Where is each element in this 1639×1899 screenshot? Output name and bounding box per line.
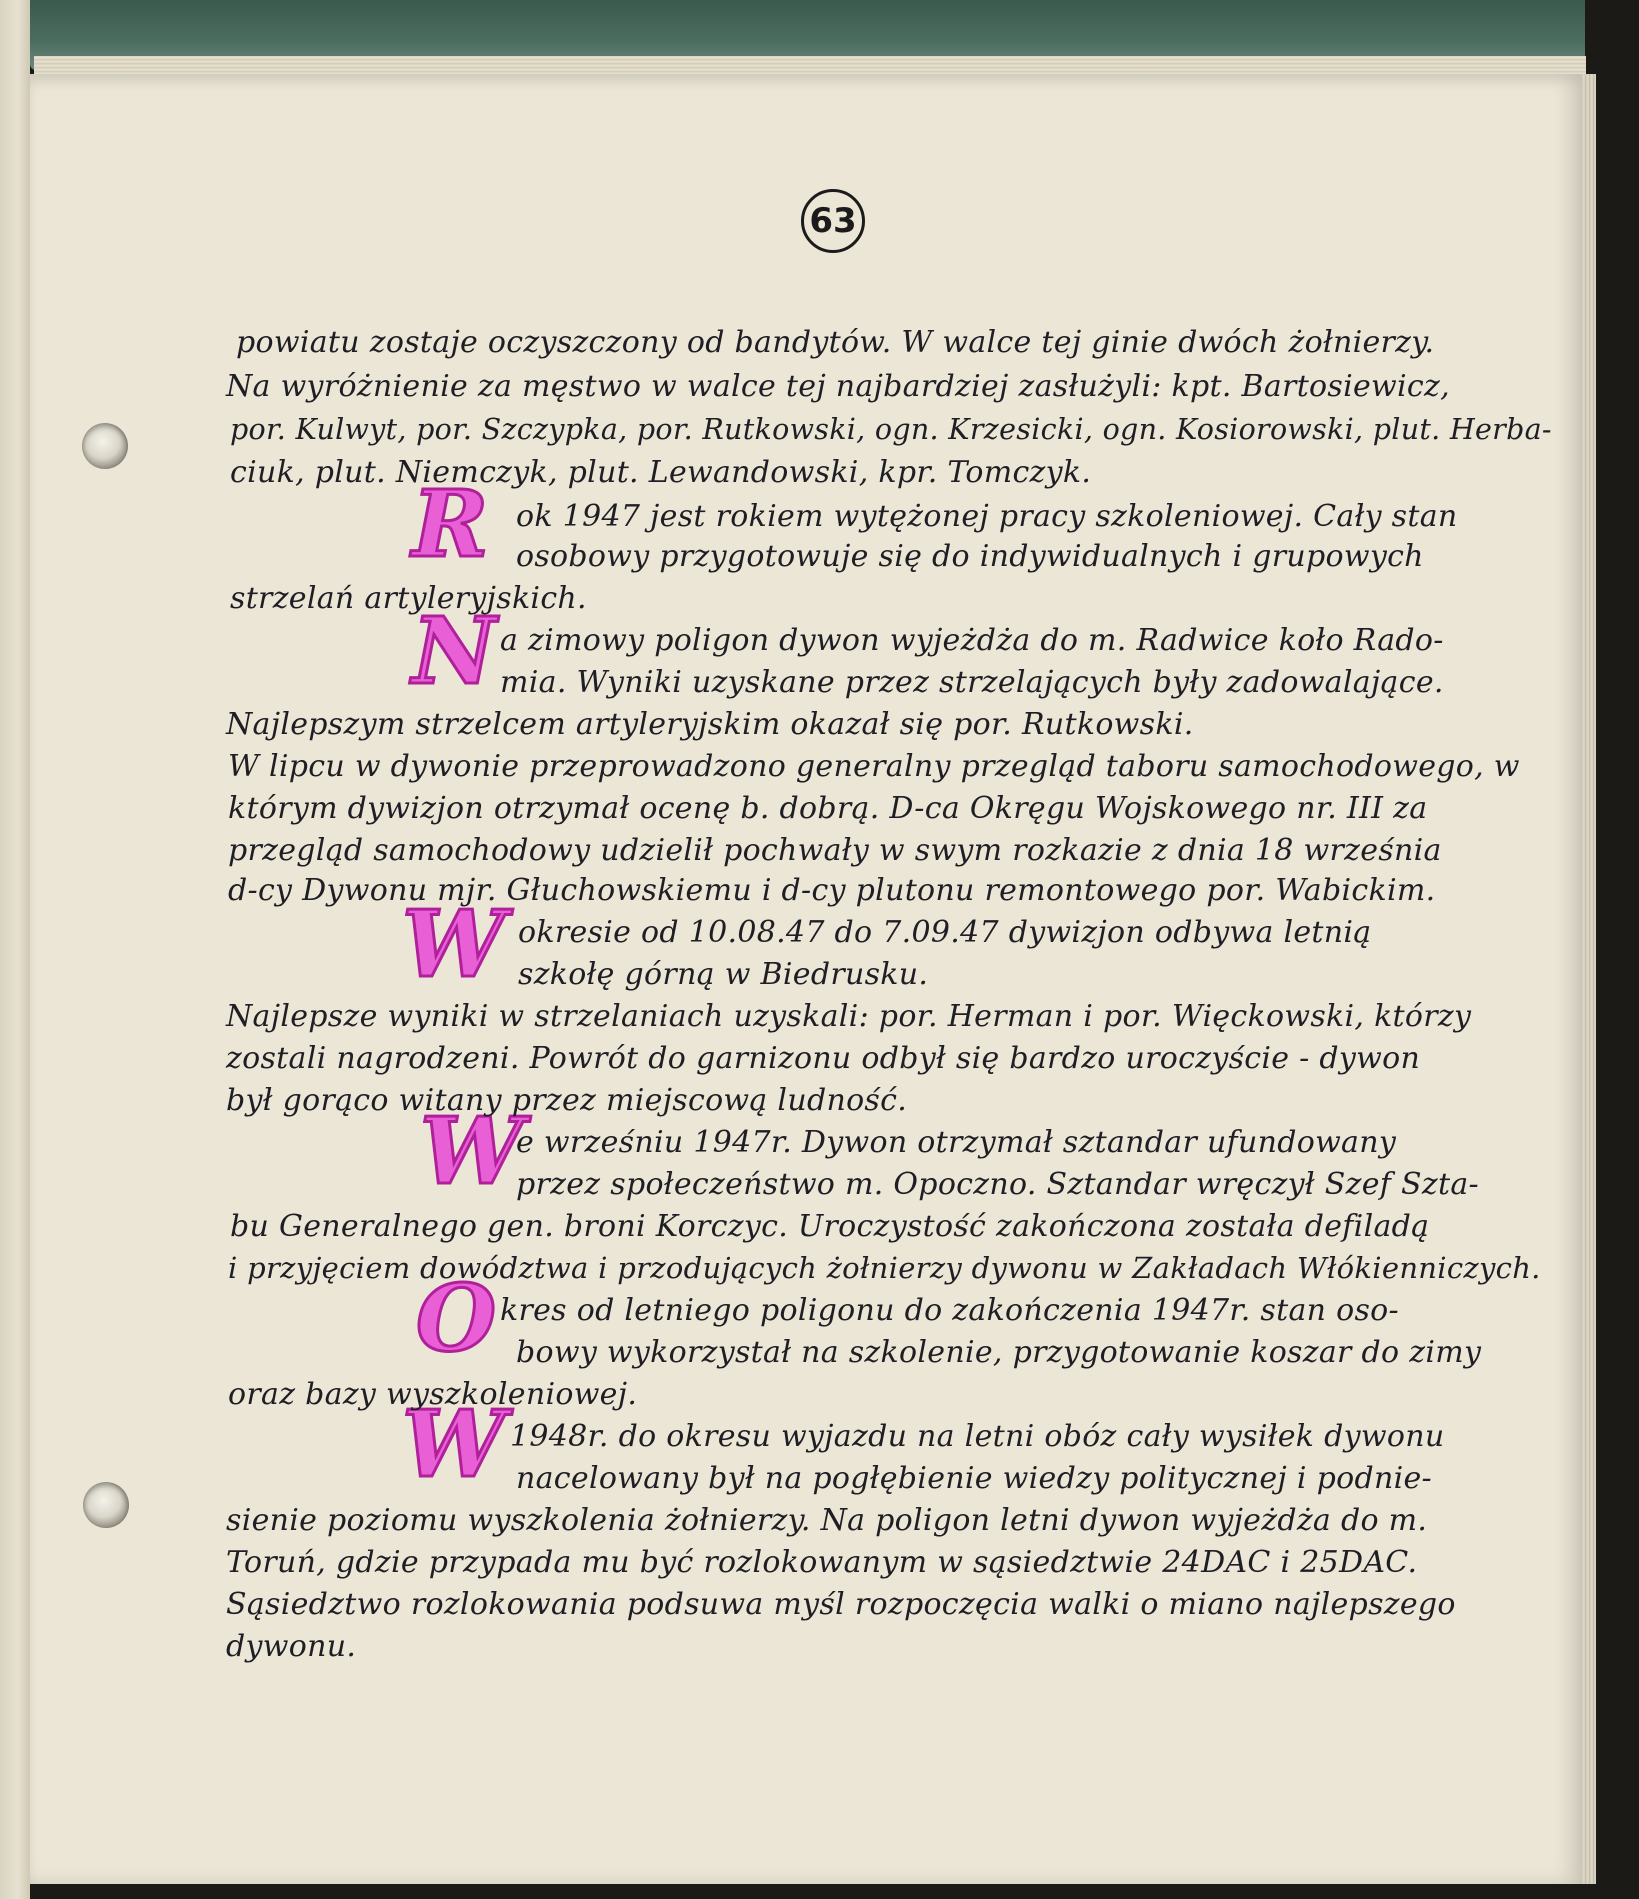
- text-line: ciuk, plut. Niemczyk, plut. Lewandowski, kpr. Tomczyk.: [230, 455, 1092, 490]
- text-line: powiatu zostaje oczyszczony od bandytów. W walce tej ginie dwóch żołnierzy.: [236, 325, 1435, 360]
- text-line: por. Kulwyt, por. Szczypka, por. Rutkowski, ogn. Krzesicki, ogn. Kosiorowski, plut. Herba-: [230, 413, 1552, 446]
- initial-letter: N: [412, 597, 497, 705]
- text-line: nacelowany był na pogłębienie wiedzy politycznej i podnie-: [516, 1461, 1432, 1496]
- page-stack-right-edge: [1582, 74, 1596, 1884]
- text-line: był gorąco witany przez miejscową ludność.: [226, 1083, 908, 1118]
- text-line: dywonu.: [226, 1629, 357, 1664]
- initial-letter: W: [402, 1390, 506, 1498]
- text-line: Na wyróżnienie za męstwo w walce tej najbardziej zasłużyli: kpt. Bartosiewicz,: [226, 369, 1450, 404]
- text-line: którym dywizjon otrzymał ocenę b. dobrą. D-ca Okręgu Wojskowego nr. III za: [228, 791, 1428, 826]
- text-line: d-cy Dywonu mjr. Głuchowskiemu i d-cy plutonu remontowego por. Wabickim.: [228, 873, 1436, 908]
- text-line: 1948r. do okresu wyjazdu na letni obóz cały wysiłek dywonu: [510, 1419, 1445, 1454]
- text-line: e wrześniu 1947r. Dywon otrzymał sztandar ufundowany: [516, 1125, 1397, 1160]
- text-line: Najlepszym strzelcem artyleryjskim okazał się por. Rutkowski.: [226, 707, 1194, 742]
- text-line: przez społeczeństwo m. Opoczno. Sztandar wręczył Szef Szta-: [516, 1167, 1479, 1202]
- initial-letter: W: [402, 890, 506, 998]
- text-line: oraz bazy wyszkoleniowej.: [228, 1377, 638, 1412]
- text-line: szkołę górną w Biedrusku.: [518, 957, 929, 992]
- text-line: kres od letniego poligonu do zakończenia 1947r. stan oso-: [500, 1293, 1399, 1328]
- text-line: i przyjęciem dowództwa i przodujących żołnierzy dywonu w Zakładach Włókienniczych.: [228, 1251, 1541, 1285]
- text-line: ok 1947 jest rokiem wytężonej pracy szkoleniowej. Cały stan: [516, 499, 1458, 534]
- punch-hole-bottom: [83, 1482, 129, 1528]
- text-line: mia. Wyniki uzyskane przez strzelających były zadowalające.: [500, 665, 1444, 700]
- text-line: strzelań artyleryjskich.: [230, 581, 587, 616]
- initial-letter: R: [412, 470, 489, 578]
- text-line: bu Generalnego gen. broni Korczyc. Uroczystość zakończona została defiladą: [230, 1209, 1430, 1244]
- text-line: osobowy przygotowuje się do indywidualnych i grupowych: [516, 539, 1424, 574]
- text-line: a zimowy poligon dywon wyjeżdża do m. Radwice koło Rado-: [500, 623, 1444, 658]
- initial-letter: W: [420, 1097, 524, 1205]
- text-line: zostali nagrodzeni. Powrót do garnizonu odbył się bardzo uroczyście - dywon: [226, 1041, 1421, 1076]
- text-line: sienie poziomu wyszkolenia żołnierzy. Na poligon letni dywon wyjeżdża do m.: [226, 1503, 1428, 1538]
- binder-left-edge: [0, 0, 30, 1899]
- initial-letter: O: [416, 1264, 497, 1372]
- text-line: Najlepsze wyniki w strzelaniach uzyskali: por. Herman i por. Więckowski, którzy: [226, 999, 1472, 1034]
- punch-hole-top: [82, 423, 128, 469]
- text-line: bowy wykorzystał na szkolenie, przygotowanie koszar do zimy: [516, 1335, 1482, 1370]
- text-line: Sąsiedztwo rozlokowania podsuwa myśl rozpoczęcia walki o miano najlepszego: [226, 1587, 1456, 1622]
- text-line: okresie od 10.08.47 do 7.09.47 dywizjon odbywa letnią: [518, 915, 1372, 950]
- text-line: przegląd samochodowy udzielił pochwały w swym rozkazie z dnia 18 września: [228, 833, 1442, 868]
- page-number: 63: [801, 189, 865, 253]
- text-line: W lipcu w dywonie przeprowadzono generalny przegląd taboru samochodowego, w: [228, 749, 1520, 784]
- text-line: Toruń, gdzie przypada mu być rozlokowanym w sąsiedztwie 24DAC i 25DAC.: [226, 1545, 1418, 1580]
